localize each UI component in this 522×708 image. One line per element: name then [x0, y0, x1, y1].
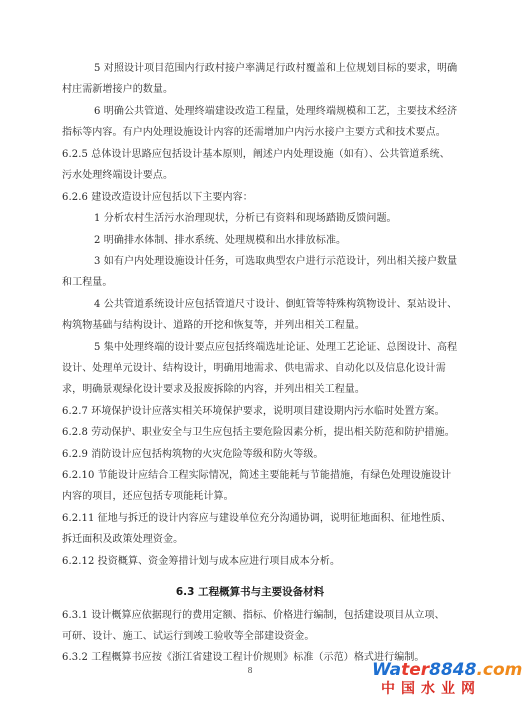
text-line: 可研、设计、施工、试运行到竣工验收等全部建设资金。 [62, 631, 315, 642]
watermark-logo: Water8848.com 中国水业网 [372, 660, 522, 697]
text-line: 构筑物基础与结构设计、道路的开挖和恢复等，并列出相关工程量。 [62, 320, 365, 331]
text-line: 6 明确公共管道、处理终端建设改造工程量，处理终端规模和工艺，主要技术经济 [94, 106, 458, 117]
text-line: 6.2.7 环境保护设计应落实相关环境保护要求，说明项目建设期内污水临时处置方案。 [62, 406, 445, 417]
text-line: 2 明确排水体制、排水系统、处理规模和出水排放标准。 [94, 235, 347, 246]
text-line: 内容的项目，还应包括专项能耗计算。 [62, 491, 234, 502]
text-line: 拆迁面积及政策处理资金。 [62, 534, 184, 545]
text-line: 6.3.2 工程概算书应按《浙江省建设工程计价规则》标准（示范）格式进行编制。 [62, 652, 425, 663]
text-line: 1 分析农村生活污水治理现状，分析已有资料和现场踏勘反馈问题。 [94, 213, 397, 224]
text-line: 4 公共管道系统设计应包括管道尺寸设计、倒虹管等特殊构筑物设计、泵站设计、 [94, 299, 458, 310]
text-line: 6.2.12 投资概算、资金筹措计划与成本应进行项目成本分析。 [62, 556, 341, 567]
text-line: 6.2.6 建设改造设计应包括以下主要内容： [62, 192, 253, 203]
page-number: 8 [247, 666, 253, 675]
section-heading: 6.3 工程概算书与主要设备材料 [175, 586, 325, 598]
text-line: 和工程量。 [62, 277, 113, 288]
text-line: 6.3.1 设计概算应依据现行的费用定额、指标、价格进行编制，包括建设项目从立项、 [62, 610, 445, 621]
text-line: 3 如有户内处理设施设计任务，可选取典型农户进行示范设计，列出相关接户数量 [94, 256, 458, 267]
text-line: 指标等内容。有户内处理设施设计内容的还需增加户内污水接户主要方式和技术要点。 [62, 127, 446, 138]
text-line: 村庄需新增接户的数量。 [62, 84, 174, 95]
text-line: 求，明确景观绿化设计要求及报废拆除的内容，并列出相关工程量。 [62, 384, 365, 395]
text-line: 6.2.9 消防设计应包括构筑物的火灾危险等级和防火等级。 [62, 449, 324, 460]
text-line: 6.2.8 劳动保护、职业安全与卫生应包括主要危险因素分析，提出相关防范和防护措施。 [62, 427, 455, 438]
text-line: 5 集中处理终端的设计要点应包括终端选址论证、处理工艺论证、总图设计、高程 [94, 342, 458, 353]
text-line: 6.2.10 节能设计应结合工程实际情况，简述主要能耗与节能措施，有绿色处理设施设计 [62, 470, 452, 481]
text-line: 6.2.11 征地与拆迁的设计内容应与建设单位充分沟通协调，说明征地面积、征地性质、 [62, 513, 452, 524]
text-line: 设计、处理单元设计、结构设计，明确用地需求、供电需求、自动化以及信息化设计需 [62, 363, 446, 374]
text-line: 污水处理终端设计要点。 [62, 170, 174, 181]
text-line: 5 对照设计项目范围内行政村接户率满足行政村覆盖和上位规划目标的要求，明确 [94, 63, 458, 74]
text-line: 6.2.5 总体设计思路应包括设计基本原则，阐述户内处理设施（如有）、公共管道系统、 [62, 149, 450, 160]
